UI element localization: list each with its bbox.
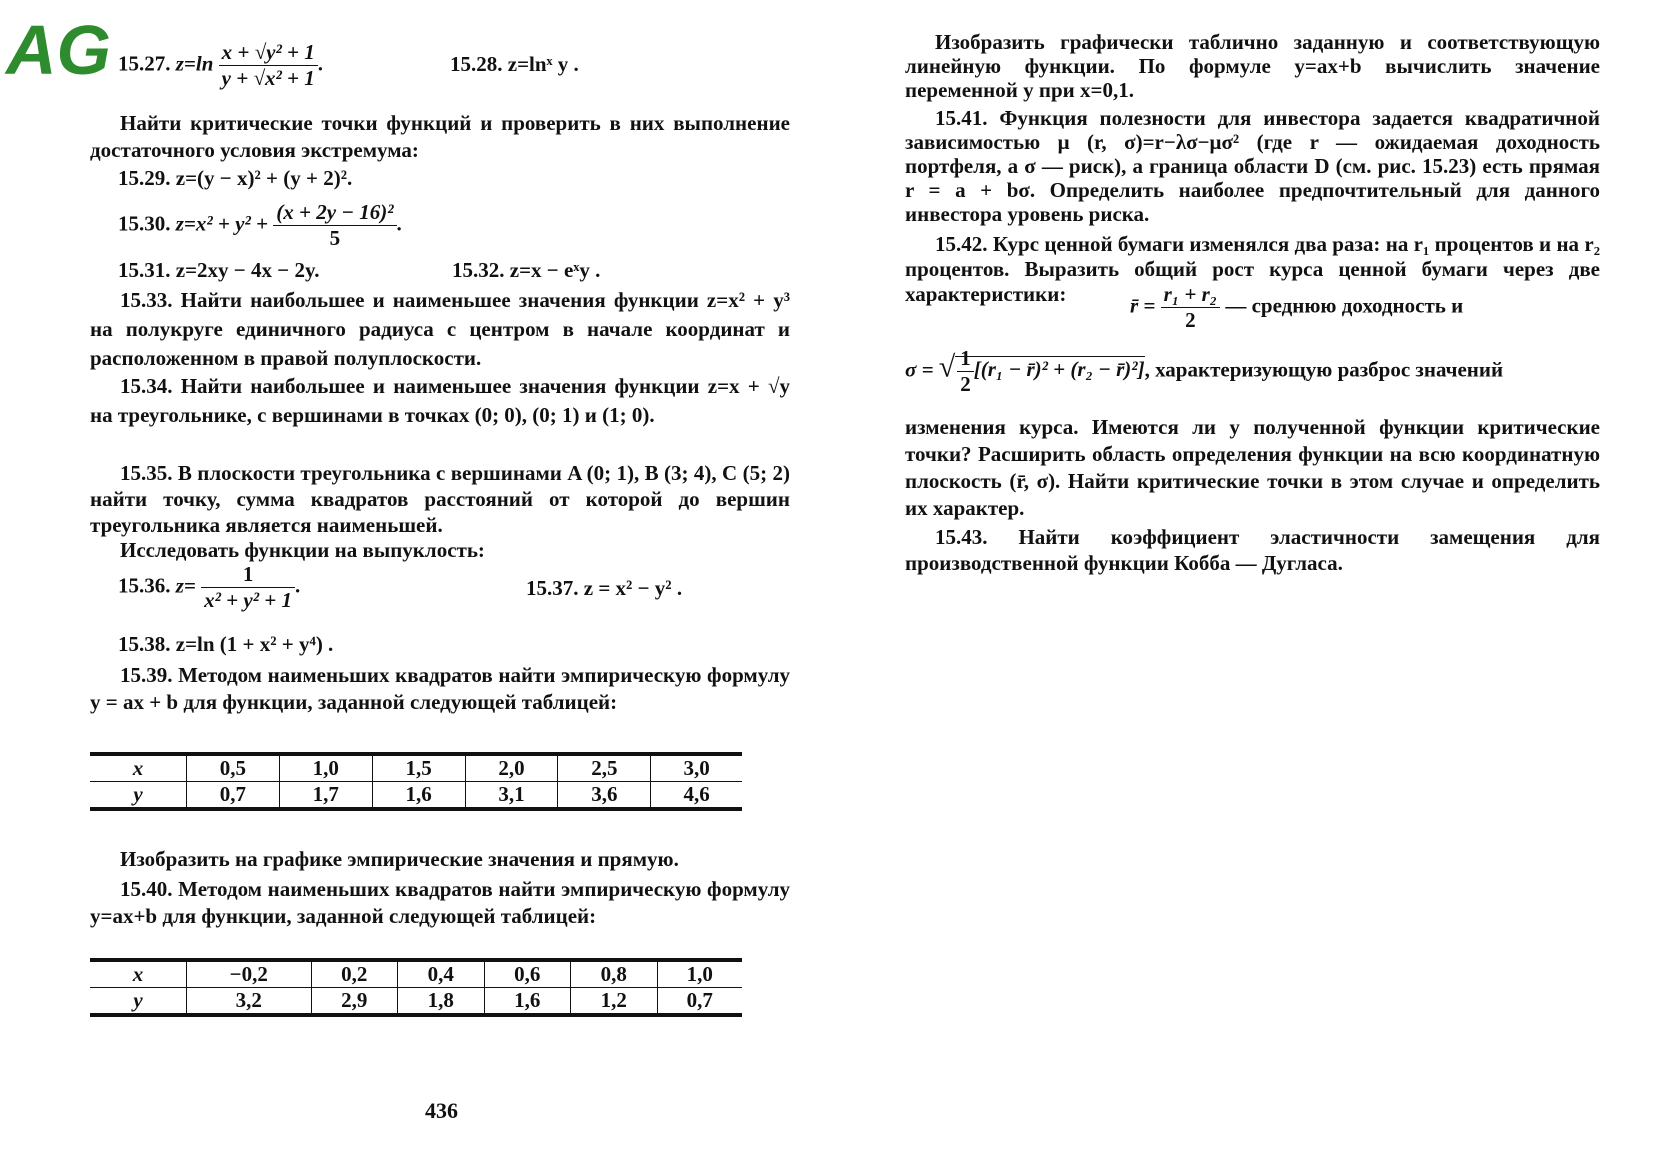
- problem-number: 15.36.: [118, 573, 171, 598]
- problem-15-31: 15.31. z=2xy − 4x − 2y.: [118, 258, 320, 282]
- problem-15-33: 15.33. Найти наибольшее и наименьшее значения функции z=x² + y³ на полукруге единичного радиуса с центром в начале координат и расположенном в правой полуплоскости.: [90, 288, 790, 370]
- table-cell: 1,7: [279, 782, 372, 810]
- ag-logo-text: AG: [6, 11, 111, 89]
- problem-15-41: 15.41. Функция полезности для инвестора задается квадратичной зависимостью μ (r, σ)=r−λσ−μσ² (где r — ожидаемая доходность портфеля, а σ — риск), а граница области D (см. рис. 15.23) есть прямая r = a + bσ. Определить наиболее предпочтительный для данного инвестора уровень риска.: [905, 106, 1600, 226]
- data-table-2: [90, 958, 742, 1017]
- problem-15-37: 15.37. z = x² − y² .: [526, 576, 683, 600]
- fraction: [273, 200, 396, 251]
- problem-15-29: 15.29. z=(y − x)² + (y + 2)².: [118, 166, 353, 190]
- table-cell: 1,0: [657, 960, 742, 988]
- table-cell: 2,5: [558, 754, 651, 782]
- page-number: 436: [425, 1098, 458, 1123]
- fraction-denominator: 2: [960, 372, 971, 396]
- table-cell: 1,2: [571, 988, 658, 1016]
- table-cell: 2,0: [465, 754, 558, 782]
- problem-15-30: 15.30. z=x² + y² + $\frac{\text{(x + 2y − 16)²}}{5}$ .: [118, 200, 402, 250]
- intro-critical-points: Найти критические точки функций и проверить в них выполнение достаточного условия экстремума:: [90, 111, 790, 162]
- plot-linear-instruction: Изобразить графически таблично заданную и соответствующую линейную функции. По формуле y=ax+b вычислить значение переменной y при x=0,1.: [905, 30, 1600, 102]
- table-cell: 3,0: [651, 754, 742, 782]
- problem-15-27: 15.27. z=ln $\frac{\text{x + √y² + 1}}{\text{y + √x² + 1}}$ .: [118, 40, 323, 90]
- problem-15-38: 15.38. z=ln (1 + x² + y⁴) .: [118, 632, 334, 656]
- table-row-y: [90, 988, 742, 1016]
- formula-lhs: z=ln: [175, 51, 214, 76]
- fraction: [957, 346, 974, 397]
- formula-lhs: z=x² + y² +: [175, 211, 268, 236]
- table-cell: 2,9: [311, 988, 398, 1016]
- fraction-numerator: x + √y² + 1: [221, 40, 315, 64]
- problem-number: 15.30.: [118, 211, 171, 236]
- table-cell: 1,5: [372, 754, 465, 782]
- table-cell: 0,7: [187, 782, 280, 810]
- radical-icon: √: [938, 350, 956, 384]
- plot-instruction: Изобразить на графике эмпирические значения и прямую.: [120, 847, 679, 871]
- table-cell: 0,2: [311, 960, 398, 988]
- fraction: [1161, 282, 1220, 333]
- problem-15-35: 15.35. В плоскости треугольника с вершинами A (0; 1), B (3; 4), C (5; 2) найти точку, сумма квадратов расстояний от которой до вершин треугольника является наименьшей.: [90, 461, 790, 537]
- ag-logo: [4, 4, 111, 89]
- mean-return-formula: r̄ = $\frac{\text{r₁ + r₂}}{2}$ — среднюю доходность и: [1130, 282, 1464, 332]
- problem-15-32: 15.32. z=x − eˣy .: [452, 258, 601, 282]
- table-row-y: [90, 782, 742, 810]
- fraction: [219, 40, 318, 91]
- table-cell: 1,6: [484, 988, 571, 1016]
- fraction-denominator: y + √x² + 1: [221, 66, 315, 90]
- fraction-numerator: 1: [201, 562, 295, 588]
- table-cell: 0,6: [484, 960, 571, 988]
- problem-15-36: 15.36. z= $\frac{1}{\text{x² + y² + 1}}$ .: [118, 562, 301, 612]
- data-table-1: [90, 752, 742, 811]
- table-cell: 0,5: [187, 754, 280, 782]
- fraction-denominator: 2: [1185, 308, 1196, 332]
- problem-15-28: 15.28. z=lnˣ y .: [450, 52, 579, 76]
- formula-lhs: z=: [175, 573, 196, 598]
- formula-lhs: r̄ =: [1130, 293, 1156, 318]
- fraction-numerator: (x + 2y − 16)²: [276, 200, 394, 224]
- table-cell: −0,2: [187, 960, 312, 988]
- fraction-numerator: r₁ + r₂: [1163, 282, 1218, 306]
- problem-15-42: 15.42. Курс ценной бумаги изменялся два раза: на r₁ процентов и на r₂ процентов. Выразить общий рост курса ценной бумаги через две характеристики:: [905, 232, 1600, 306]
- table-header-x: x: [90, 960, 187, 988]
- problem-15-34: 15.34. Найти наибольшее и наименьшее значения функции z=x + √y на треугольнике, с вершинами в точках (0; 0), (0; 1) и (1; 0).: [90, 374, 790, 427]
- sigma-body: [(r₁ − r̄)² + (r₂ − r̄)²]: [973, 357, 1145, 382]
- formula-lhs: σ =: [905, 357, 934, 382]
- table-cell: 3,6: [558, 782, 651, 810]
- table-cell: 0,4: [398, 960, 485, 988]
- sigma-formula: σ = √ $\frac{1}{2}$ [(r₁ − r̄)² + (r₂ − r̄)²], характеризующую разброс значений: [905, 346, 1504, 396]
- intro-convexity: Исследовать функции на выпуклость:: [120, 538, 485, 562]
- table-row-x: [90, 754, 742, 782]
- problem-15-43: 15.43. Найти коэффициент эластичности замещения для производственной функции Кобба — Дугласа.: [905, 525, 1600, 575]
- fraction-numerator: 1: [957, 346, 974, 372]
- fraction: [201, 562, 295, 613]
- problem-15-40: 15.40. Методом наименьших квадратов найти эмпирическую формулу y=ax+b для функции, заданной следующей таблицей:: [90, 877, 790, 928]
- table-cell: 0,8: [571, 960, 658, 988]
- problem-15-42-continued: изменения курса. Имеются ли у полученной функции критические точки? Расширить область определения функции на всю координатную плоскость (r̄, σ). Найти критические точки в этом случае и определить их характер.: [905, 415, 1600, 520]
- table-cell: 1,0: [279, 754, 372, 782]
- problem-number: 15.27.: [118, 51, 171, 76]
- table-cell: 3,2: [187, 988, 312, 1016]
- table-cell: 1,6: [372, 782, 465, 810]
- fraction-denominator: x² + y² + 1: [204, 588, 292, 612]
- table-header-x: x: [90, 754, 187, 782]
- table-cell: 4,6: [651, 782, 742, 810]
- table-cell: 3,1: [465, 782, 558, 810]
- table-cell: 1,8: [398, 988, 485, 1016]
- table-header-y: y: [133, 988, 143, 1012]
- table-row-x: [90, 960, 742, 988]
- table-cell: 0,7: [657, 988, 742, 1016]
- fraction-denominator: 5: [329, 226, 341, 250]
- table-header-y: y: [133, 782, 143, 806]
- problem-15-39: 15.39. Методом наименьших квадратов найти эмпирическую формулу y = ax + b для функции, заданной следующей таблицей:: [90, 663, 790, 714]
